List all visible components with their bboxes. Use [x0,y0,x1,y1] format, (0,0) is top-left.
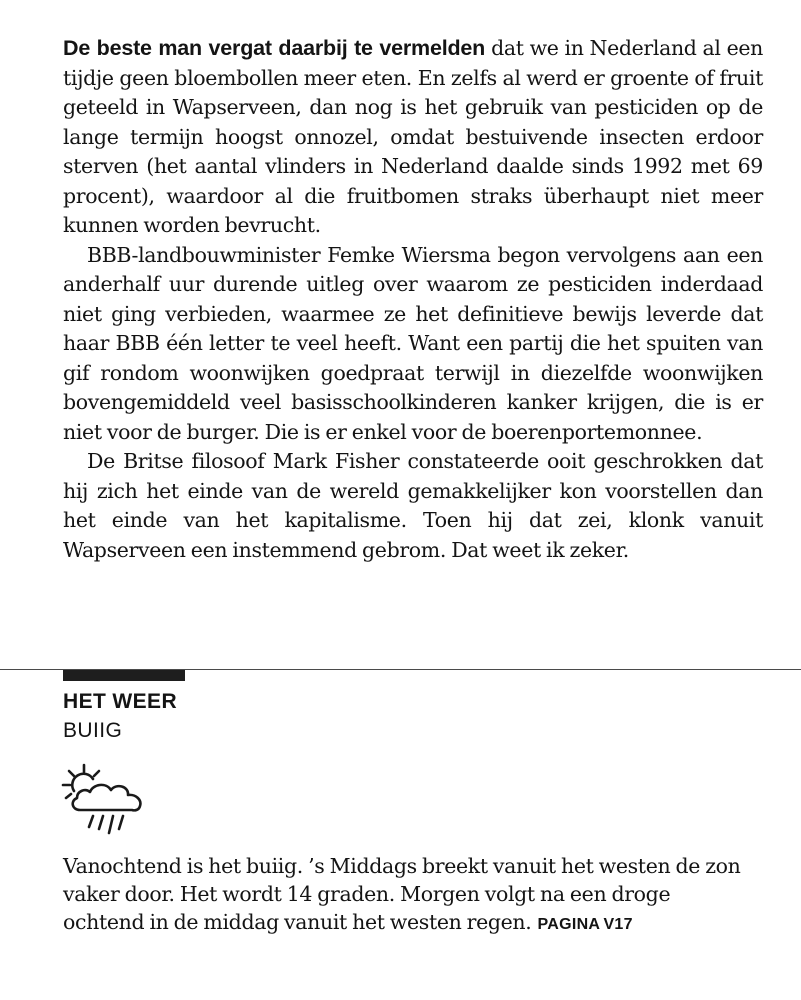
weather-forecast [63,852,753,939]
paragraph-text: dat we in Nederland al een tijdje geen bloembollen meer eten. En zelfs al werd er groente of fruit geteeld in Wapserveen, dan nog is het gebruik van pesticiden op de lange termijn hoogst onnozel, omdat bestuivende insecten erdoor sterven (het aantal vlinders in Nederland daalde sinds 1992 met 69 procent), waardoor al die fruitbomen straks überhaupt niet meer kunnen worden bevrucht. [63,36,763,237]
section-accent-bar [63,670,185,681]
weather-heading: HET WEER [63,690,178,713]
paragraph-lead: De beste man vergat daarbij te vermelden [63,36,486,60]
page-reference: PAGINA V17 [537,916,633,933]
sun-cloud-rain-icon [60,763,156,843]
paragraph: BBB-landbouwminister Femke Wiersma begon vervolgens aan een anderhalf uur durende uitleg over waarom ze pesticiden inderdaad niet ging verbieden, waarmee ze het definitieve bewijs leverde dat haar BBB één letter te veel heeft. Want een partij die het spuiten van gif rondom woonwijken goedpraat terwijl in diezelfde woonwijken bovengemiddeld veel basisschoolkinderen kanker krijgen, die is er niet voor de burger. Die is er enkel voor de boerenportemonnee. [63,242,763,444]
weather-subheading: BUIIG [63,719,123,742]
forecast-text: Vanochtend is het buiig. ’s Middags breekt vanuit het westen de zon vaker door. Het wordt 14 graden. Morgen volgt na een droge ochtend in de middag vanuit het westen regen. [63,854,741,934]
column-body [63,34,763,565]
paragraph [63,34,763,241]
paragraph: De Britse filosoof Mark Fisher constateerde ooit geschrokken dat hij zich het einde van de wereld gemakkelijker kon voorstellen dan het einde van het kapitalisme. Toen hij dat zei, klonk vanuit Wapserveen een instemmend gebrom. Dat weet ik zeker. [63,449,763,562]
